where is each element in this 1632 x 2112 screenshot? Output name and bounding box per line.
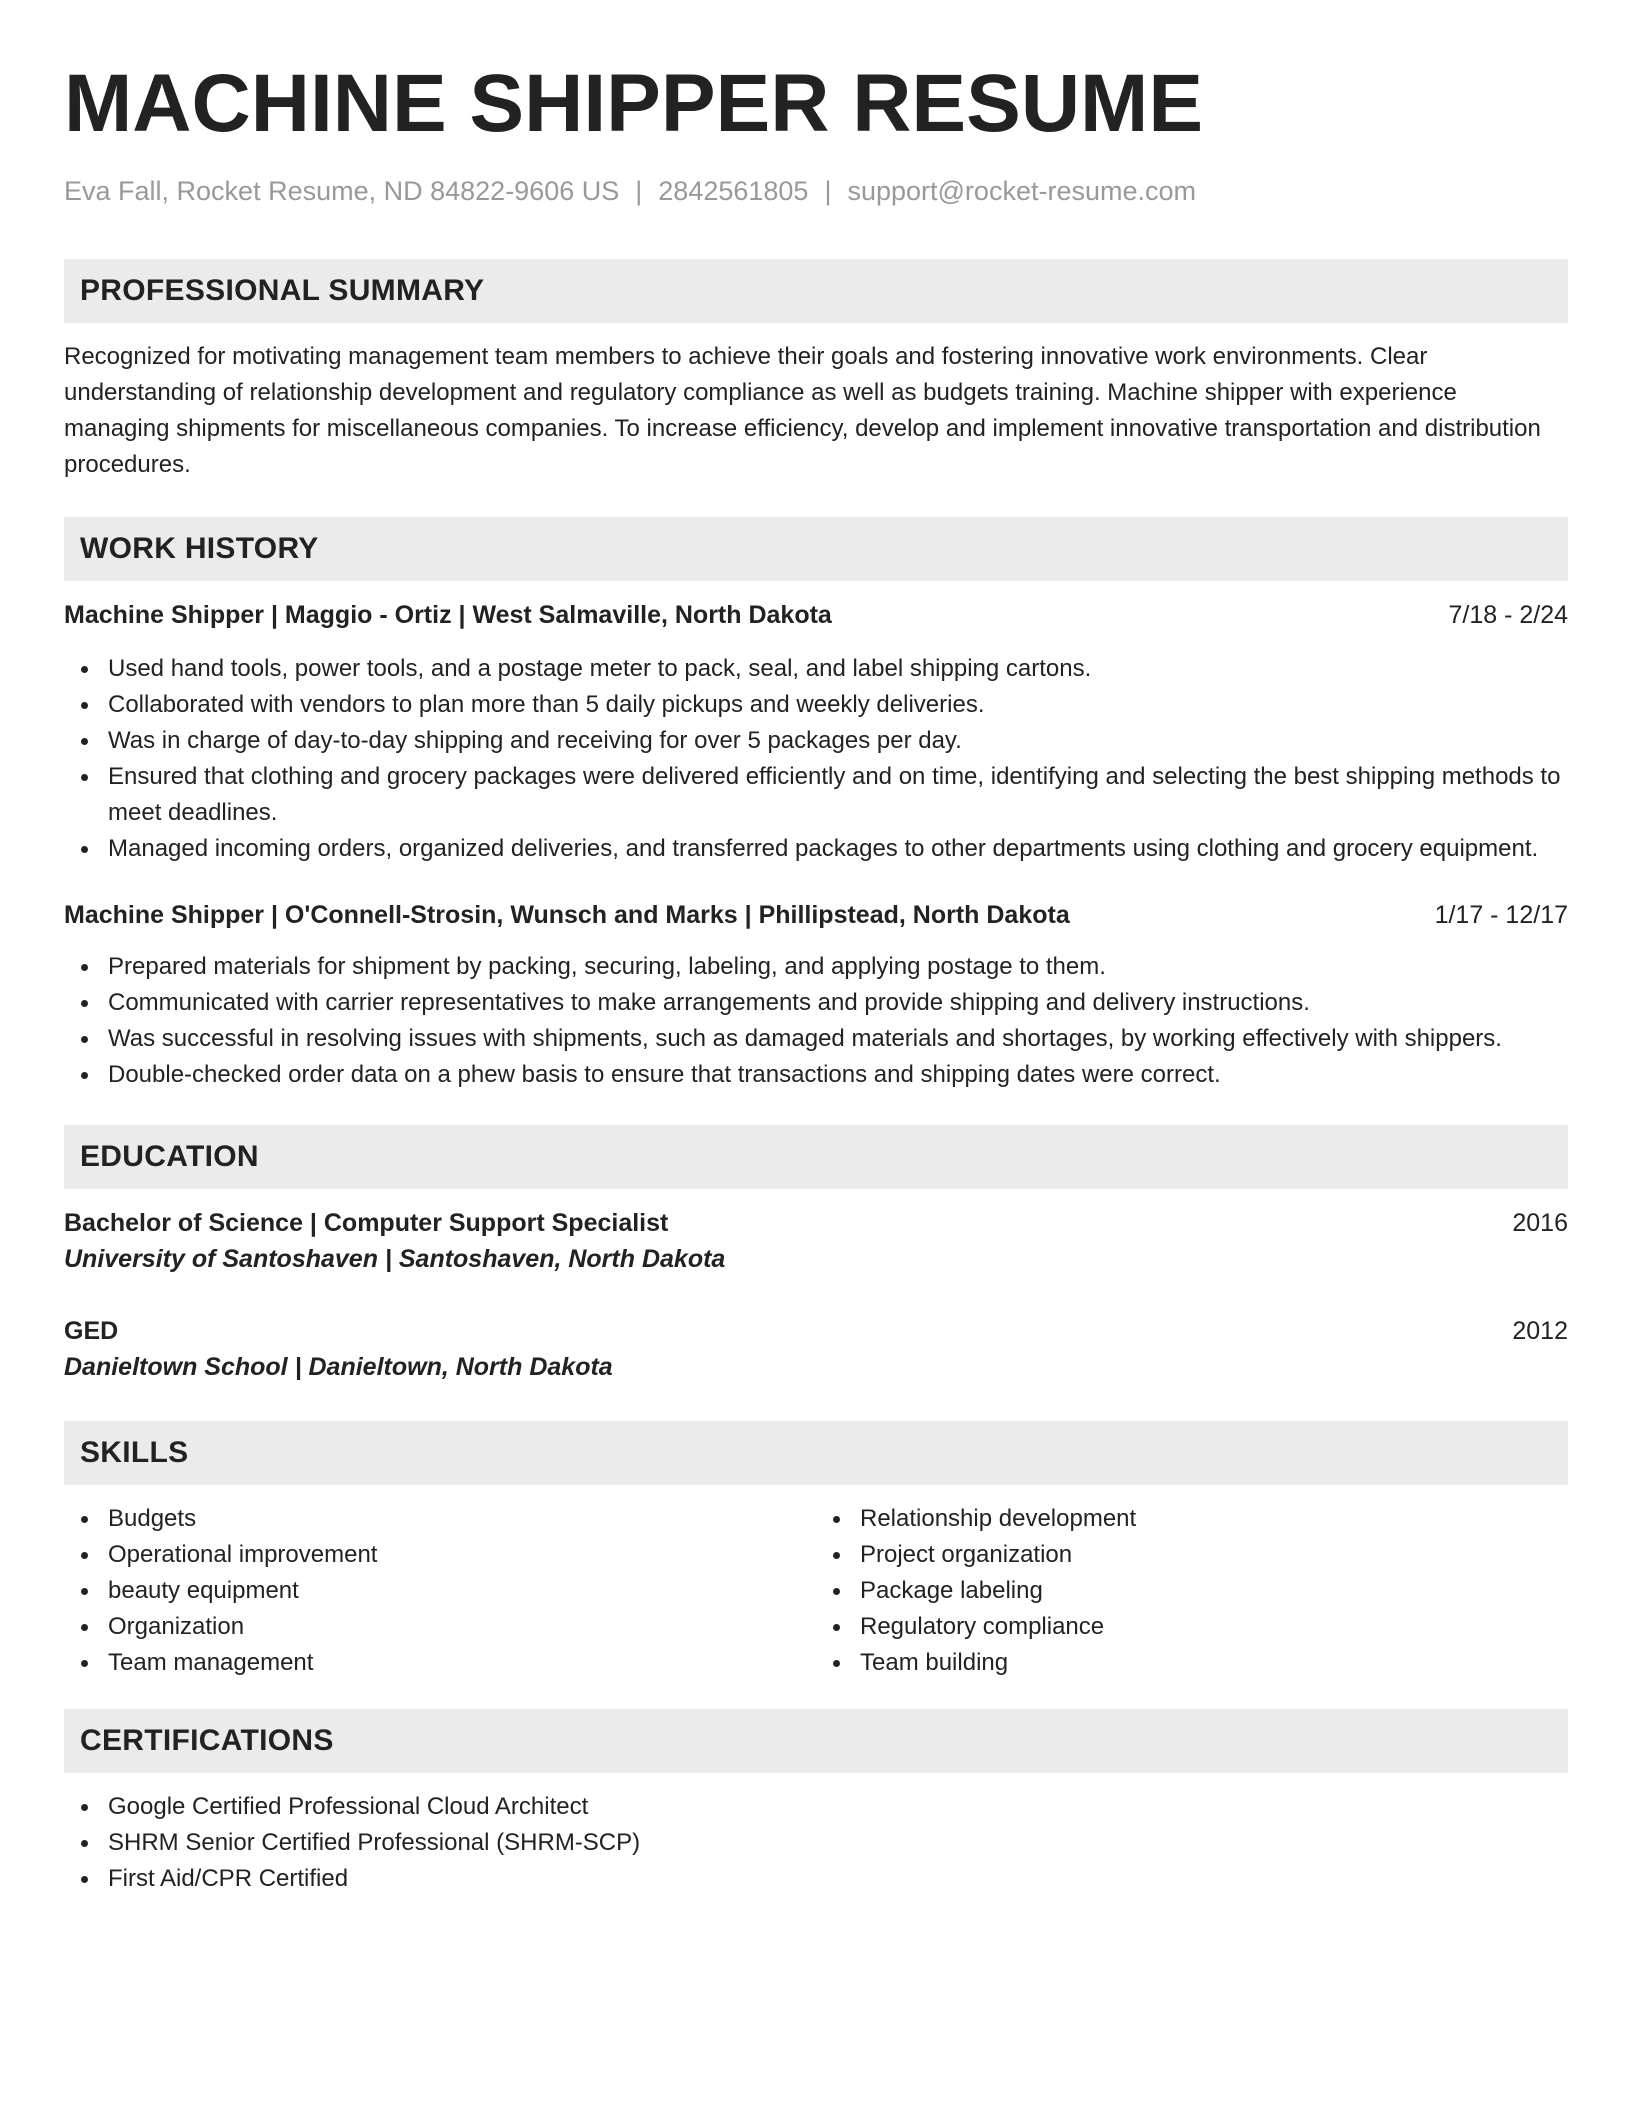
education-degree: GED [64,1317,119,1345]
skill-item: Package labeling [860,1573,1568,1609]
job-bullet: Was in charge of day-to-day shipping and receiving for over 5 packages per day. [108,723,1568,759]
job-bullet: Was successful in resolving issues with shipments, such as damaged materials and shortages, by working effectively with shippers. [108,1021,1568,1057]
job-bullet: Ensured that clothing and grocery packages were delivered efficiently and on time, identifying and selecting the best shipping methods to meet deadlines. [108,759,1568,831]
skill-item: Team management [108,1645,816,1681]
skills-column-right [816,1501,1568,1681]
skills-section-header: SKILLS [64,1421,1568,1485]
job-dates: 1/17 - 12/17 [1434,901,1568,929]
skill-item: Budgets [108,1501,816,1537]
certification-item: Google Certified Professional Cloud Architect [108,1789,1568,1825]
job-bullets [64,651,1568,867]
education-section-header: EDUCATION [64,1125,1568,1189]
job-title: Machine Shipper | O'Connell-Strosin, Wunsch and Marks | Phillipstead, North Dakota [64,901,1070,929]
education-year: 2016 [1512,1209,1568,1237]
job-header [64,597,1568,633]
skill-item: beauty equipment [108,1573,816,1609]
certifications-section-header: CERTIFICATIONS [64,1709,1568,1773]
contact-address: Eva Fall, Rocket Resume, ND 84822-9606 US [64,176,620,206]
skill-item: Team building [860,1645,1568,1681]
education-entry [64,1313,1568,1385]
skill-item: Project organization [860,1537,1568,1573]
job-entry [64,897,1568,1093]
summary-text: Recognized for motivating management team members to achieve their goals and fostering innovative work environments. Clear understanding of relationship development and regulatory compliance as well as budgets training. Machine shipper with experience managing shipments for miscellaneous companies. To increase efficiency, develop and implement innovative transportation and distribution procedures. [64,343,1541,478]
job-bullet: Managed incoming orders, organized deliveries, and transferred packages to other departments using clothing and grocery equipment. [108,831,1568,867]
skill-item: Regulatory compliance [860,1609,1568,1645]
skill-item: Operational improvement [108,1537,816,1573]
job-bullet: Prepared materials for shipment by packing, securing, labeling, and applying postage to them. [108,949,1568,985]
education-year: 2012 [1512,1317,1568,1345]
contact-phone: 2842561805 [658,176,809,206]
skills-list [816,1501,1568,1681]
job-bullet: Double-checked order data on a phew basis to ensure that transactions and shipping dates were correct. [108,1057,1568,1093]
work-history-section-header: WORK HISTORY [64,517,1568,581]
skill-item: Organization [108,1609,816,1645]
contact-separator: | [824,176,832,206]
education-entry [64,1205,1568,1277]
certification-item: SHRM Senior Certified Professional (SHRM-SCP) [108,1825,1568,1861]
skills-grid [64,1501,1568,1681]
education-header [64,1205,1568,1241]
certification-item: First Aid/CPR Certified [108,1861,1568,1897]
job-header [64,897,1568,933]
education-school: University of Santoshaven | Santoshaven, North Dakota [64,1245,726,1273]
education-school: Danieltown School | Danieltown, North Dakota [64,1353,613,1381]
job-entry [64,597,1568,867]
job-bullets [64,949,1568,1093]
job-bullet: Communicated with carrier representatives to make arrangements and provide shipping and delivery instructions. [108,985,1568,1021]
job-title: Machine Shipper | Maggio - Ortiz | West Salmaville, North Dakota [64,601,832,629]
job-dates: 7/18 - 2/24 [1448,601,1568,629]
contact-email: support@rocket-resume.com [847,176,1196,206]
contact-separator: | [635,176,643,206]
summary-section-header: PROFESSIONAL SUMMARY [64,259,1568,323]
education-degree: Bachelor of Science | Computer Support Specialist [64,1209,669,1237]
job-bullet: Collaborated with vendors to plan more than 5 daily pickups and weekly deliveries. [108,687,1568,723]
education-header [64,1313,1568,1349]
skill-item: Relationship development [860,1501,1568,1537]
skills-list [64,1501,816,1681]
job-bullet: Used hand tools, power tools, and a postage meter to pack, seal, and label shipping cartons. [108,651,1568,687]
skills-column-left [64,1501,816,1681]
resume-title: MACHINE SHIPPER RESUME [64,58,1204,149]
certifications-list [64,1789,1568,1897]
contact-line [64,174,1568,208]
